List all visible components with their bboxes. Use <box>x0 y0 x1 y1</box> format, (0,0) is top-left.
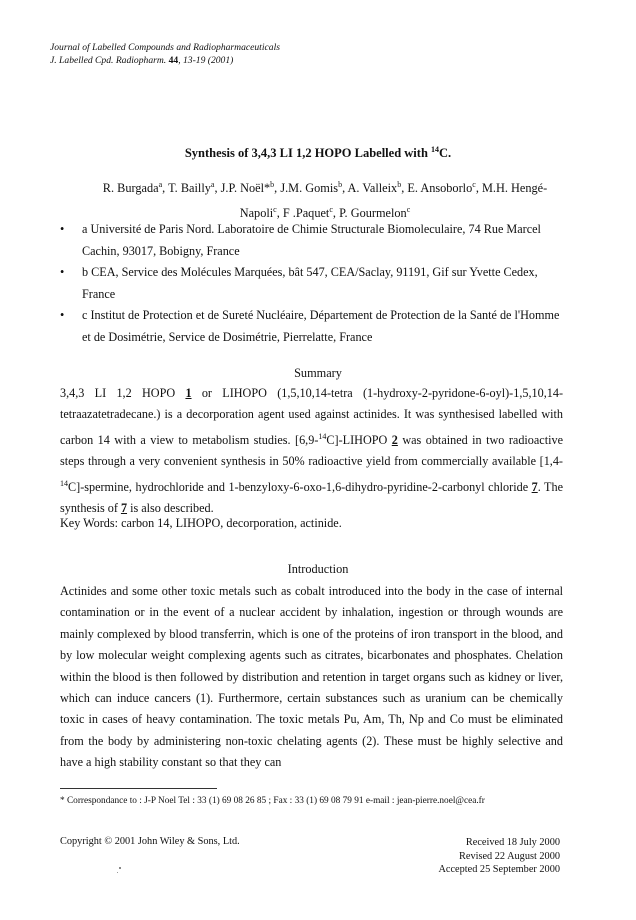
footnote-divider <box>60 788 217 789</box>
journal-header <box>50 42 280 67</box>
title-end: C. <box>439 146 452 161</box>
scan-artifact <box>119 867 121 869</box>
author: T. Bailly$^a$, <box>168 180 221 196</box>
correspondence-footnote: * Correspondance to : J-P Noel Tel : 33 (1) 69 08 26 85 ; Fax : 33 (1) 69 08 79 91 e-mail : jean-pierre.noel@cea.fr <box>60 796 485 806</box>
author: J.M. Gomis$^b$, <box>280 180 348 196</box>
citation-volume: 44 <box>168 54 179 66</box>
summary-paragraph: 3,4,3 LI 1,2 HOPO 1 or LIHOPO (1,5,10,14-tetra (1-hydroxy-2-pyridone-6-oyl)-1,5,10,14-tetraazatetradecane.) is a decorporation agent used against actinides. It was synthesised labelled with carbon 14 with a view to metabolism studies. [6,9-$^{14}$C]-LIHOPO 2 was obtained in two radioactive steps through a very convenient synthesis in 50% radioactive yield from commercially available [1,4-$^{14}$C]-spermine, hydrochloride and 1-benzyloxy-6-oxo-1,6-dihydro-pyridine-2-carbonyl chloride 7. The synthesis of 7 is also described. <box>60 386 564 516</box>
revised-date: Revised 22 August 2000 <box>459 850 560 862</box>
journal-name: Journal of Labelled Compounds and Radiopharmaceuticals <box>50 42 280 53</box>
affiliation-text: b CEA, Service des Molécules Marquées, bât 547, CEA/Saclay, 91191, Gif sur Yvette Cedex, France <box>82 265 538 301</box>
author: R. Burgada$^a$, <box>102 180 169 196</box>
scan-artifact <box>117 872 118 873</box>
bullet-icon: • <box>60 308 65 322</box>
affiliation-item <box>60 219 560 262</box>
manuscript-dates <box>438 836 560 877</box>
bullet-icon: • <box>60 222 65 236</box>
journal-citation <box>50 55 280 68</box>
introduction-paragraph: Actinides and some other toxic metals such as cobalt introduced into the body in the case of internal contamination or in the event of a nuclear accident by inhalation, ingestion or through wounds are mainly complexed by blood transferrin, which is one of the proteins of iron transport in the blood, and by low molecular weight complexing agents such as citrates, bicarbonates and phosphates. Chelation within the blood is then followed by distribution and retention in target organs such as kidney or liver, which can induce cancers (1). Furthermore, certain substances such as uranium can be chemically toxic in cases of heavy contamination. The toxic metals Pu, Am, Th, Np and Co must be eliminated from the body by administering non-toxic chelating agents (2). These must be highly selective and have a high stability constant so that they can <box>60 584 563 770</box>
citation-prefix: J. Labelled Cpd. Radiopharm. <box>50 54 167 66</box>
affiliation-list <box>60 219 560 348</box>
summary-heading: Summary <box>294 366 342 380</box>
compound-ref: 2 <box>391 432 398 447</box>
title-main: Synthesis of 3,4,3 LI 1,2 HOPO Labelled with <box>184 146 432 161</box>
accepted-date: Accepted 25 September 2000 <box>438 864 560 875</box>
affiliation-text: a Université de Paris Nord. Laboratoire de Chimie Structurale Biomoleculaire, 74 Rue Marcel Cachin, 93017, Bobigny, France <box>82 222 541 258</box>
compound-ref: 1 <box>185 386 192 400</box>
author: A. Valleix$^b$, <box>347 180 408 196</box>
title-superscript: 14 <box>431 145 440 154</box>
affiliation-item <box>60 305 560 348</box>
compound-ref: 7 <box>120 501 128 516</box>
author-list <box>90 174 560 224</box>
paper-title <box>0 145 636 161</box>
compound-ref: 7 <box>531 479 538 494</box>
introduction-heading: Introduction <box>287 562 349 576</box>
affiliation-item <box>60 262 560 305</box>
received-date: Received 18 July 2000 <box>465 837 560 848</box>
author: E. Ansoborlo$^c$, <box>407 180 482 196</box>
author: M.H. Hengé-Napoli$^c$, <box>239 181 548 221</box>
author: P. Gourmelon$^c$ <box>339 205 411 221</box>
citation-pages: , 13-19 (2001) <box>178 54 234 66</box>
copyright-notice: Copyright © 2001 John Wiley & Sons, Ltd. <box>60 836 240 847</box>
affiliation-text: c Institut de Protection et de Sureté Nucléaire, Département de Protection de la Santé de l'Homme et de Dosimétrie, Service de Dosimétrie, Pierrelatte, France <box>82 308 560 344</box>
author: F .Paquet$^c$, <box>282 205 340 221</box>
keywords: Key Words: carbon 14, LIHOPO, decorporation, actinide. <box>60 516 342 530</box>
author: J.P. Noël*$^b$, <box>220 180 281 196</box>
bullet-icon: • <box>60 265 65 279</box>
